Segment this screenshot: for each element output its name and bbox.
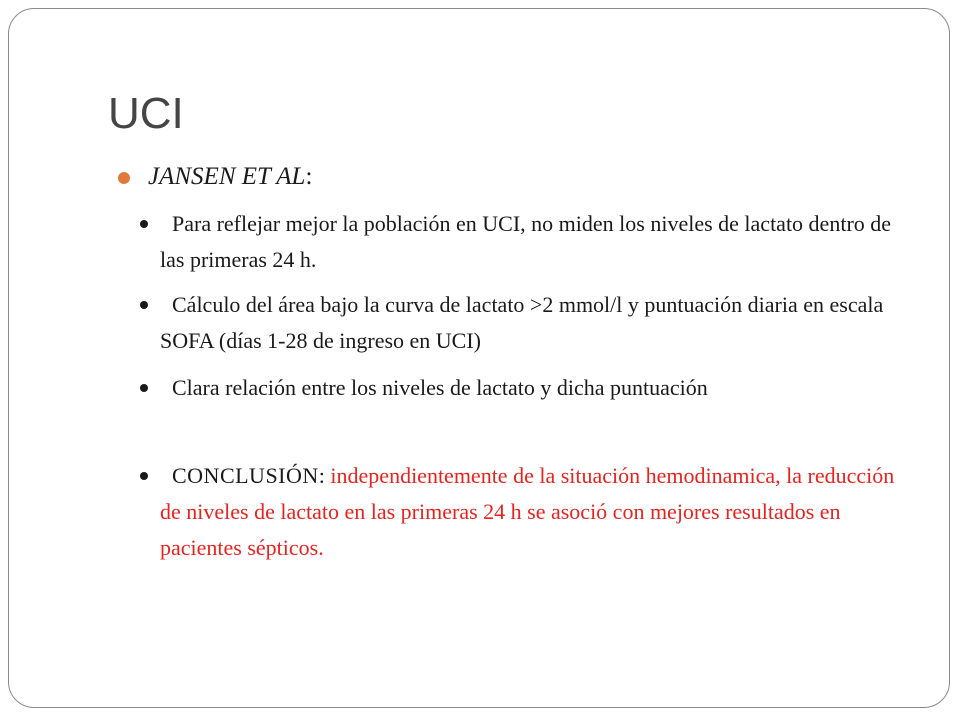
study-author-colon: :: [305, 163, 313, 190]
bullet-dot-icon: [140, 472, 148, 480]
bullet-dot-icon: [140, 384, 148, 392]
conclusion-separator: :: [318, 463, 331, 488]
conclusion-label: CONCLUSIÓN: [172, 463, 319, 488]
study-author-label: JANSEN ET AL: [148, 163, 306, 190]
slide-title: UCI: [108, 89, 184, 138]
bullet-text-1: Para reflejar mejor la población en UCI, no miden los niveles de lactato dentro de las primeras 24 h.: [160, 211, 892, 272]
bullet-text-2: Cálculo del área bajo la curva de lactato >2 mmol/l y puntuación diaria en escala SOFA (días 1-28 de ingreso en UCI): [160, 292, 884, 353]
conclusion-text: independientemente de la situación hemodinamica, la reducción de niveles de lactato en las primeras 24 h se asoció con mejores resultados en pacientes sépticos.: [160, 463, 895, 560]
bullet-dot-icon: [140, 301, 148, 309]
orange-bullet-icon: [118, 172, 130, 184]
conclusion-text-block: [160, 458, 910, 566]
bullet-text-3: Clara relación entre los niveles de lactato y dicha puntuación: [172, 375, 708, 400]
bullet-dot-icon: [140, 220, 148, 228]
